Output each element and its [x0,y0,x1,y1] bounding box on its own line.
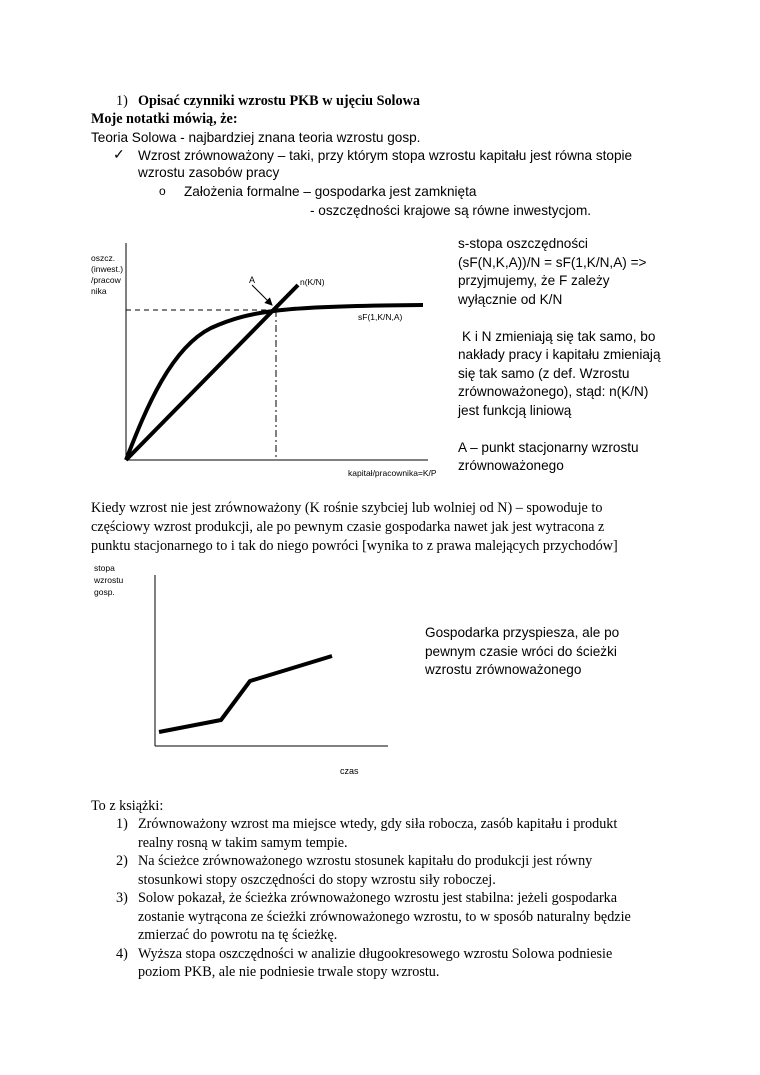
y-axis-label-line-3: gosp. [94,587,115,597]
circle-bullet-icon: o [159,184,166,198]
y-axis-label-line-1: oszcz. [91,253,116,263]
list-item [0,852,760,889]
note-line: nakłady pracy i kapitału zmieniają [458,347,661,362]
growth-chart [86,560,396,780]
sub-item-line-2: - oszczędności krajowe są równe inwestycjom. [310,203,592,218]
y-axis-label-line-2: (inwest.) [91,264,124,274]
heading-number: 1) [116,93,128,109]
point-a-label: A [249,275,256,285]
intro-text: Teoria Solowa - najbardziej znana teoria wzrostu gosp. [91,130,421,145]
list-item-number: 2) [116,853,128,869]
list-item-line: Zrównoważony wzrost ma miejsce wtedy, gdy siła robocza, zasób kapitału i produkt [138,816,618,832]
point-a-arrow [252,285,272,305]
note-line: zrównoważonego), stąd: n(K/N) [458,384,649,399]
y-axis-label-line-3: /pracow [91,275,121,285]
savings-curve [126,305,423,460]
note-line: s-stopa oszczędności [458,236,588,251]
y-axis-label-line-1: stopa [94,563,115,573]
book-list [0,815,760,982]
note-line: wzrostu zrównoważonego [425,662,582,677]
heading-title: Opisać czynniki wzrostu PKB w ujęciu Solowa [138,93,420,109]
note-line: Gospodarka przyspiesza, ale po [425,625,620,640]
sub-item-line-1: Założenia formalne – gospodarka jest zamknięta [184,184,477,199]
chart1-notes [458,235,661,476]
paragraph-line: punktu stacjonarnego to i tak do niego powróci [wynika to z prawa malejących przychodów] [91,538,618,554]
list-item-line: stosunkowi stopy oszczędności do stopy wzrostu siły roboczej. [138,871,496,888]
list-item [0,945,760,982]
y-axis-label-line-4: nika [91,286,107,296]
chart2-note [425,624,619,680]
list-item-line: Na ścieżce zrównoważonego wzrostu stosunek kapitału do produkcji jest równy [138,853,593,869]
note-line: się tak samo (z def. Wzrostu [458,365,630,381]
paragraph-line: częściowy wzrost produkcji, ale po pewnym czasie gospodarka nawet jak jest wytracona z [91,519,605,535]
solow-chart [86,238,446,483]
list-item [0,815,760,852]
note-line: A – punkt stacjonarny wzrostu [458,439,639,455]
list-item-line: poziom PKB, ale nie podniesie trwale stopy wzrostu. [138,964,440,980]
note-line: (sF(N,K,A))/N = sF(1,K/N,A) => [458,254,647,270]
x-axis-label: kapitał/pracownika=K/P [348,468,437,478]
paragraph [91,499,618,556]
list-item-number: 3) [116,890,128,906]
line-label: n(K/N) [300,277,325,287]
notes-label: Moje notatki mówią, że: [91,111,238,127]
note-line: K i N zmieniają się tak samo, bo [462,328,656,344]
note-line: przyjmujemy, że F zależy [458,273,610,288]
list-item-line: Solow pokazał, że ścieżka zrównoważonego wzrostu jest stabilna: jeżeli gospodarka [138,890,618,906]
checkmark-icon: ✓ [113,147,125,163]
list-item [0,889,760,945]
note-line: jest funkcją liniową [458,402,572,418]
note-line: wyłącznie od K/N [458,291,563,307]
list-item-line: realny rosną w takim samym tempie. [138,834,348,851]
check-item-line-1: Wzrost zrównoważony – taki, przy którym stopa wzrostu kapitału jest równa stopie [138,148,633,163]
check-item-line-2: wzrostu zasobów pracy [138,165,280,180]
note-line: pewnym czasie wróci do ścieżki [425,643,617,659]
book-label: To z książki: [91,798,164,814]
list-item-line: zostanie wytrącona ze ścieżki zrównoważonego wzrostu, to w sposób naturalny będzie [138,908,631,925]
list-item-line: Wyższa stopa oszczędności w analizie długookresowego wzrostu Solowa podniesie [138,945,613,962]
growth-line [159,656,332,732]
x-axis-label: czas [340,766,359,776]
list-item-number: 1) [116,816,128,832]
investment-line [126,285,298,460]
y-axis-label-line-2: wzrostu [94,575,124,585]
list-item-number: 4) [116,945,128,962]
paragraph-line: Kiedy wzrost nie jest zrównoważony (K rośnie szybciej lub wolniej od N) – spowoduje to [91,500,603,516]
list-item-line: zmierzać do powrotu na tę ścieżkę. [138,927,338,943]
note-line: zrównoważonego [458,458,564,473]
curve-label: sF(1,K/N,A) [358,312,403,322]
